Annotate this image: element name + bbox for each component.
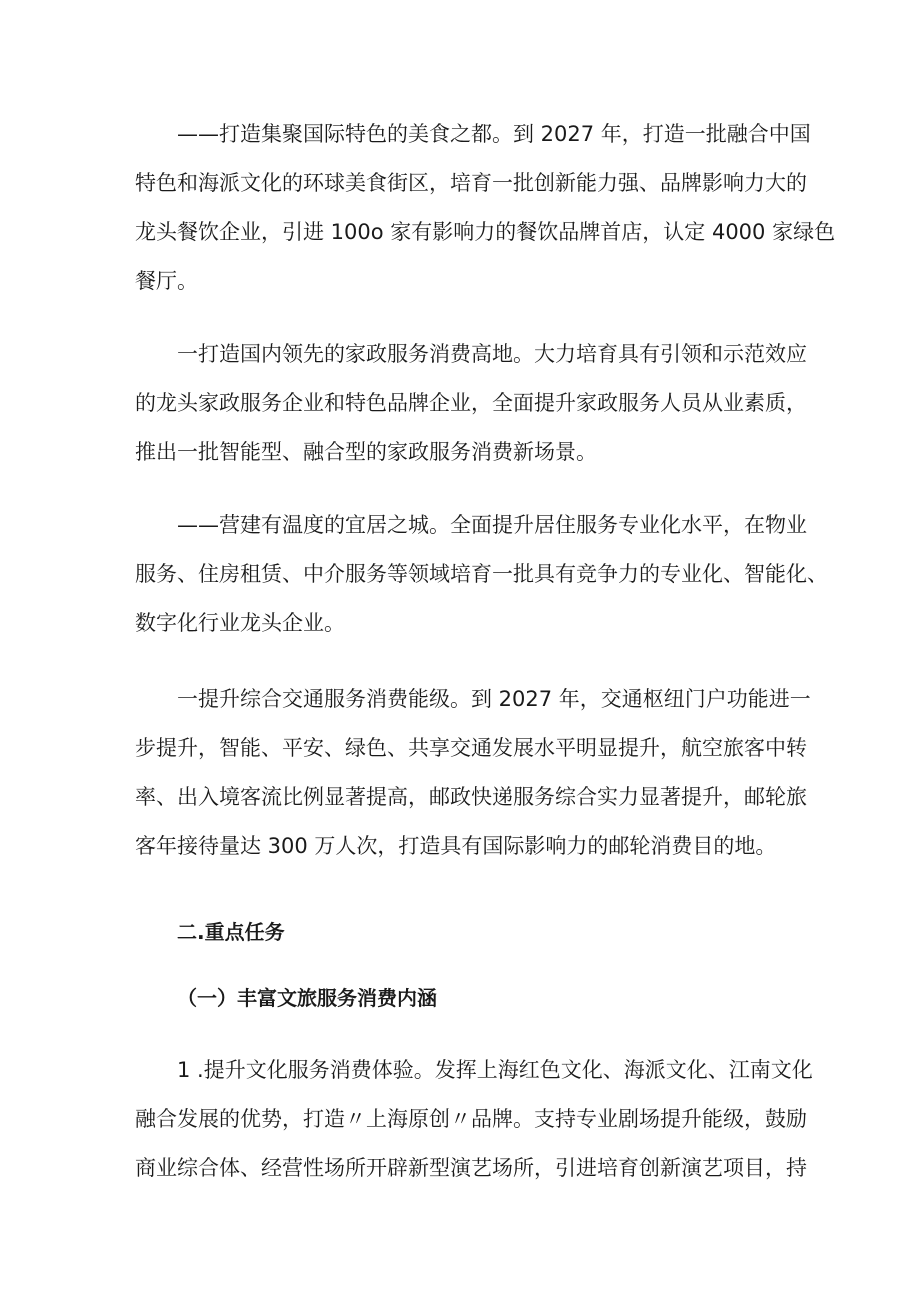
text-line: 龙头餐饮企业，引进 100o 家有影响力的餐饮品牌首店，认定 4000 家绿色 xyxy=(135,220,836,244)
text-line: 融合发展的优势，打造〃上海原创〃品牌。支持专业剧场提升能级，鼓励 xyxy=(135,1107,807,1131)
paragraph-culture-services xyxy=(135,1046,813,1193)
subsection-heading: （一）丰富文旅服务消费内涵 xyxy=(177,986,437,1010)
text-line: 的龙头家政服务企业和特色品牌企业，全面提升家政服务人员从业素质， xyxy=(135,391,807,415)
paragraph-livable-city xyxy=(135,501,828,648)
text-line: 推出一批智能型、融合型的家政服务消费新场景。 xyxy=(135,440,597,464)
text-line: 服务、住房租赁、中介服务等领域培育一批具有竞争力的专业化、智能化、 xyxy=(135,562,828,586)
text-line: 一打造国内领先的家政服务消费高地。大力培育具有引领和示范效应 xyxy=(177,342,807,366)
text-line: 客年接待量达 300 万人次，打造具有国际影响力的邮轮消费目的地。 xyxy=(135,834,777,858)
paragraph-transport xyxy=(135,675,811,871)
text-line: 数字化行业龙头企业。 xyxy=(135,611,345,635)
text-line: ——营建有温度的宜居之城。全面提升居住服务专业化水平，在物业 xyxy=(177,513,807,537)
text-line: 商业综合体、经营性场所开辟新型演艺场所，引进培育创新演艺项目，持 xyxy=(135,1156,807,1180)
text-line: 1 .提升文化服务消费体验。发挥上海红色文化、海派文化、江南文化 xyxy=(177,1058,813,1082)
text-line: 率、出入境客流比例显著提高，邮政快递服务综合实力显著提升，邮轮旅 xyxy=(135,785,807,809)
section-heading: 二.重点任务 xyxy=(177,920,285,944)
text-line: ——打造集聚国际特色的美食之都。到 2027 年，打造一批融合中国 xyxy=(177,122,811,146)
text-line: 一提升综合交通服务消费能级。到 2027 年，交通枢纽门户功能进一 xyxy=(177,687,811,711)
text-line: 步提升，智能、平安、绿色、共享交通发展水平明显提升，航空旅客中转 xyxy=(135,736,807,760)
paragraph-housekeeping xyxy=(135,330,807,477)
text-line: 特色和海派文化的环球美食街区，培育一批创新能力强、品牌影响力大的 xyxy=(135,171,807,195)
text-line: 餐厅。 xyxy=(135,269,198,293)
paragraph-food-capital xyxy=(135,110,836,306)
